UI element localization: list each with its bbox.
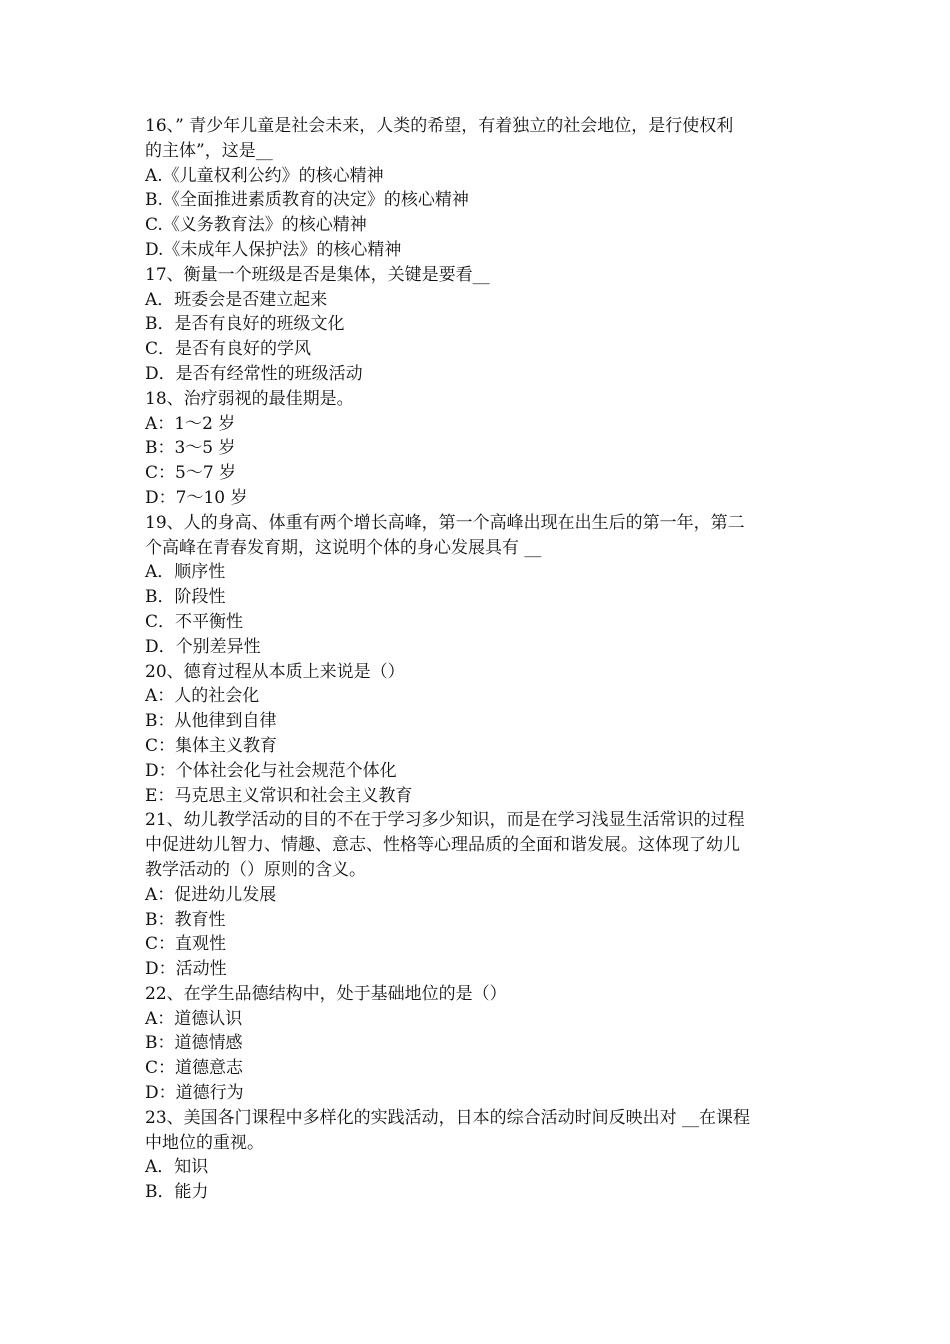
answer-option: C．不平衡性 [145, 611, 244, 632]
question-stem-line: 18、治疗弱视的最佳期是。 [145, 388, 354, 409]
question-21 [145, 808, 810, 982]
question-stem-line: 23、美国各门课程中多样化的实践活动，日本的综合活动时间反映出对 __在课程 [145, 1107, 751, 1128]
answer-option: A．知识 [145, 1157, 209, 1178]
answer-option: A：道德认识 [145, 1008, 243, 1029]
answer-option: E：马克思主义常识和社会主义教育 [145, 785, 413, 806]
answer-option: D：道德行为 [145, 1083, 244, 1104]
answer-option: B：从他律到自律 [145, 711, 277, 732]
answer-option: A．班委会是否建立起来 [145, 289, 328, 310]
question-20 [145, 660, 810, 809]
answer-option: C.《义务教育法》的核心精神 [145, 215, 367, 236]
document-content [145, 114, 810, 1205]
answer-option: A．顺序性 [145, 562, 226, 583]
answer-option: D.《未成年人保护法》的核心精神 [145, 239, 402, 260]
question-stem-line: 中促进幼儿智力、情趣、意志、性格等心理品质的全面和谐发展。这体现了幼儿 [145, 835, 740, 856]
answer-option: C：直观性 [145, 934, 227, 955]
answer-option: D：个体社会化与社会规范个体化 [145, 760, 397, 781]
answer-option: B．是否有良好的班级文化 [145, 314, 345, 335]
question-stem-line: 个高峰在青春发育期，这说明个体的身心发展具有 __ [145, 537, 542, 558]
question-19 [145, 511, 810, 660]
question-16 [145, 114, 810, 263]
answer-option: A：人的社会化 [145, 686, 260, 707]
question-stem-line: 21、幼儿教学活动的目的不在于学习多少知识，而是在学习浅显生活常识的过程 [145, 810, 745, 831]
answer-option: C：道德意志 [145, 1058, 244, 1079]
question-stem-line: 19、人的身高、体重有两个增长高峰，第一个高峰出现在出生后的第一年，第二 [145, 512, 745, 533]
answer-option: B.《全面推进素质教育的决定》的核心精神 [145, 190, 469, 211]
question-stem-line: 22、在学生品德结构中，处于基础地位的是（） [145, 983, 507, 1004]
answer-option: D：活动性 [145, 959, 227, 980]
answer-option: B．能力 [145, 1182, 209, 1203]
answer-option: D．是否有经常性的班级活动 [145, 363, 363, 384]
question-stem-line: 中地位的重视。 [145, 1132, 264, 1153]
question-stem-line: 的主体”，这是__ [145, 140, 273, 161]
answer-option: B：教育性 [145, 909, 226, 930]
question-22 [145, 982, 810, 1106]
question-17 [145, 263, 810, 387]
answer-option: B：3～5 岁 [145, 438, 236, 459]
answer-option: C：5～7 岁 [145, 463, 237, 484]
question-stem-line: 17、衡量一个班级是否是集体，关键是要看__ [145, 264, 490, 285]
question-stem-line: 20、德育过程从本质上来说是（） [145, 661, 405, 682]
question-23 [145, 1106, 810, 1205]
answer-option: A：促进幼儿发展 [145, 884, 277, 905]
question-stem-line: 教学活动的（）原则的含义。 [145, 859, 366, 880]
answer-option: D．个别差异性 [145, 636, 261, 657]
answer-option: D：7～10 岁 [145, 487, 248, 508]
answer-option: A.《儿童权利公约》的核心精神 [145, 165, 384, 186]
answer-option: A：1～2 岁 [145, 413, 236, 434]
answer-option: B：道德情感 [145, 1033, 243, 1054]
question-stem-line: 16、” 青少年儿童是社会未来，人类的希望，有着独立的社会地位，是行使权利 [145, 116, 734, 136]
answer-option: B．阶段性 [145, 587, 226, 608]
question-18 [145, 387, 810, 511]
answer-option: C：集体主义教育 [145, 735, 278, 756]
answer-option: C．是否有良好的学风 [145, 339, 312, 360]
